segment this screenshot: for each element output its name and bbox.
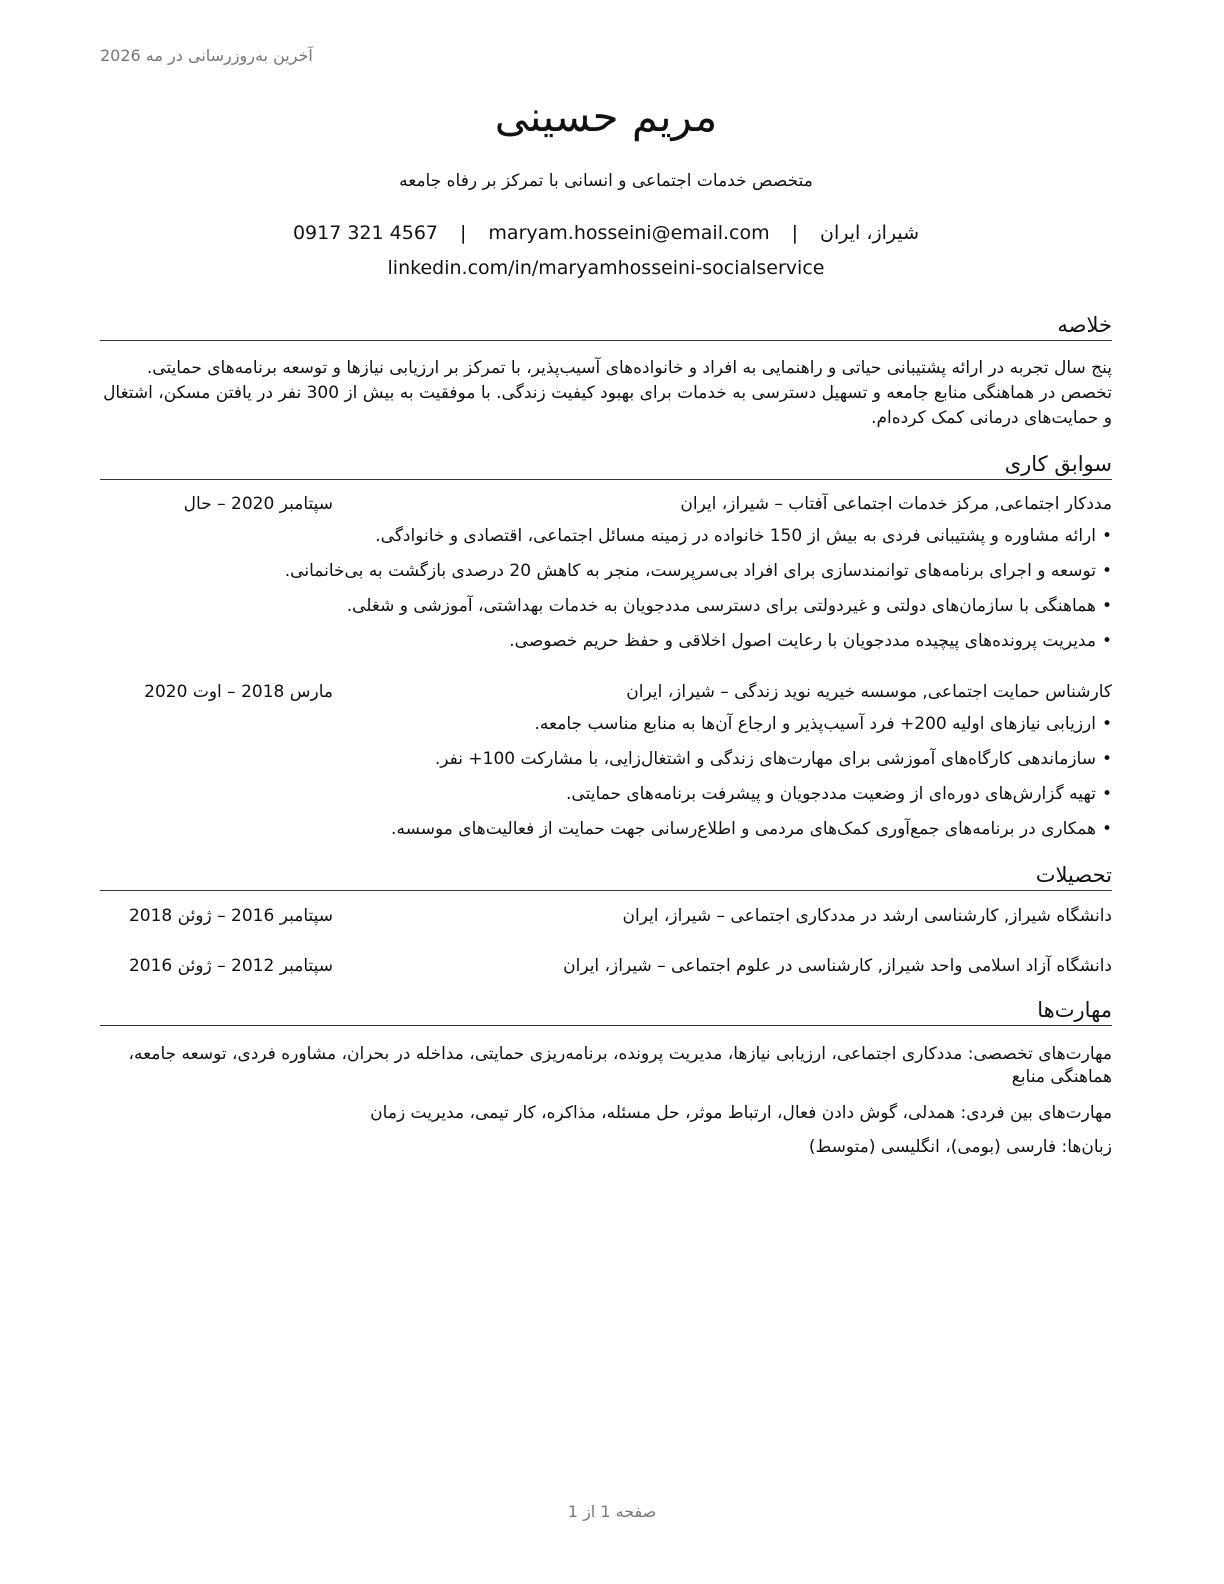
education-title: دانشگاه آزاد اسلامی واحد شیراز, کارشناسی در علوم اجتماعی – شیراز، ایران <box>563 956 1112 976</box>
skills-heading: مهارت‌ها <box>100 997 1112 1026</box>
list-item: •توسعه و اجرای برنامه‌های توانمندسازی برای افراد بی‌سرپرست، منجر به کاهش 20 درصدی بازگشت به بی‌خانمانی. <box>284 561 1112 581</box>
education-title: دانشگاه شیراز, کارشناسی ارشد در مددکاری اجتماعی – شیراز، ایران <box>622 906 1112 926</box>
contact-separator: | <box>791 222 798 244</box>
education-dates: سپتامبر 2016 – ژوئن 2018 <box>128 906 333 926</box>
location: شیراز، ایران <box>820 222 920 244</box>
job-title: مددکار اجتماعی, مرکز خدمات اجتماعی آفتاب – شیراز، ایران <box>680 494 1112 514</box>
email-address[interactable]: maryam.hosseini@email.com <box>488 222 770 244</box>
job-dates: مارس 2018 – اوت 2020 <box>144 682 333 702</box>
page-number: صفحه 1 از 1 <box>567 1502 657 1521</box>
job-heading <box>100 682 1112 706</box>
job-heading <box>100 494 1112 518</box>
list-item: •هماهنگی با سازمان‌های دولتی و غیردولتی برای دسترسی مددجویان به خدمات بهداشتی، آموزشی و شغلی. <box>346 596 1112 616</box>
resume-page <box>100 0 1112 1584</box>
job-bullets <box>100 524 1112 664</box>
last-updated-label: آخرین به‌روزرسانی در مه 2026 <box>100 46 313 65</box>
summary-text: پنج سال تجربه در ارائه پشتیبانی حیاتی و راهنمایی به افراد و خانواده‌های آسیب‌پذیر، با تمرکز بر ارزیابی نیازها و توسعه برنامه‌های حمایتی. تخصص در هماهنگی منابع جامعه و تسهیل دسترسی به خدمات برای بهبود کیفیت زندگی. با موفقیت به بیش از 300 نفر در یافتن مسکن، اشتغال و حمایت‌های درمانی کمک کرده‌ام. <box>103 358 1112 428</box>
candidate-tagline: متخصص خدمات اجتماعی و انسانی با تمرکز بر رفاه جامعه <box>399 171 813 191</box>
skills-specialized: مهارت‌های تخصصی: مددکاری اجتماعی، ارزیابی نیازها، مدیریت پرونده، برنامه‌ریزی حمایتی، مداخله در بحران، مشاوره فردی، توسعه جامعه، هماهنگی منابع <box>128 1044 1112 1087</box>
skills-interpersonal: مهارت‌های بین فردی: همدلی، گوش دادن فعال، ارتباط موثر، حل مسئله، مذاکره، کار تیمی، مدیریت زمان <box>370 1103 1112 1123</box>
job-title: کارشناس حمایت اجتماعی, موسسه خیریه نوید زندگی – شیراز، ایران <box>626 682 1112 702</box>
experience-heading: سوابق کاری <box>100 451 1112 480</box>
linkedin-link[interactable]: linkedin.com/in/maryamhosseini-socialservice <box>387 257 825 279</box>
candidate-name: مریم حسینی <box>494 92 718 141</box>
education-item <box>100 956 1112 980</box>
list-item: •ارائه مشاوره و پشتیبانی فردی به بیش از 150 خانواده در زمینه مسائل اجتماعی، اقتصادی و خانوادگی. <box>375 526 1112 546</box>
job-dates: سپتامبر 2020 – حال <box>183 494 333 514</box>
list-item: •مدیریت پرونده‌های پیچیده مددجویان با رعایت اصول اخلاقی و حفظ حریم خصوصی. <box>509 631 1112 651</box>
phone-number: 0917 321 4567 <box>292 222 439 244</box>
list-item: •همکاری در برنامه‌های جمع‌آوری کمک‌های مردمی و اطلاع‌رسانی جهت حمایت از فعالیت‌های موسسه. <box>391 819 1112 839</box>
education-item <box>100 906 1112 930</box>
list-item: •تهیه گزارش‌های دوره‌ای از وضعیت مددجویان و پیشرفت برنامه‌های حمایتی. <box>566 784 1112 804</box>
education-heading: تحصیلات <box>100 862 1112 891</box>
contact-line <box>100 222 1112 244</box>
education-dates: سپتامبر 2012 – ژوئن 2016 <box>128 956 333 976</box>
list-item: •ارزیابی نیازهای اولیه 200+ فرد آسیب‌پذیر و ارجاع آن‌ها به منابع مناسب جامعه. <box>534 714 1112 734</box>
job-bullets <box>100 712 1112 852</box>
contact-separator: | <box>460 222 467 244</box>
skills-languages: زبان‌ها: فارسی (بومی)، انگلیسی (متوسط) <box>808 1137 1112 1157</box>
list-item: •سازماندهی کارگاه‌های آموزشی برای مهارت‌های زندگی و اشتغال‌زایی، با مشارکت 100+ نفر. <box>434 749 1112 769</box>
summary-heading: خلاصه <box>100 312 1112 341</box>
